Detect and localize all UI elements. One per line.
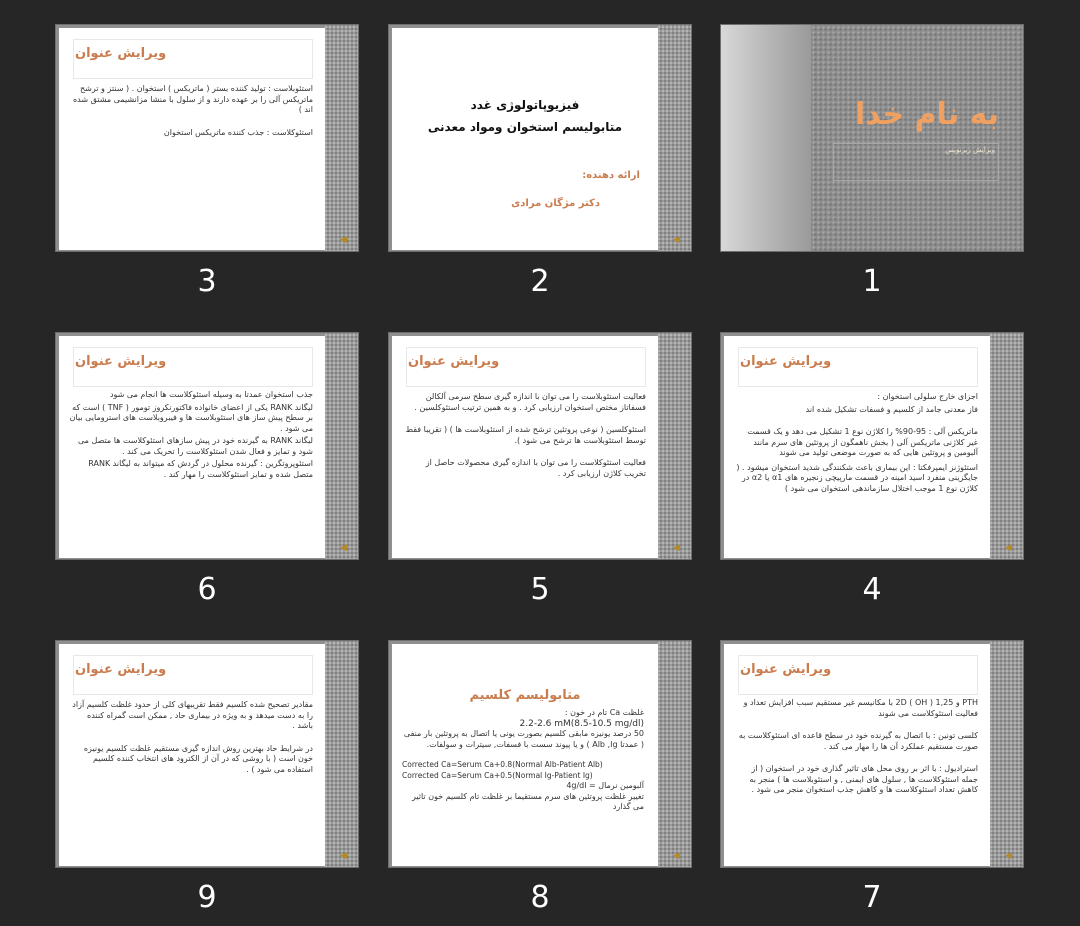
body-line: تغییر غلظت پروتئین های سرم مستقیما بر غلظت تام کلسیم خون تاثیر می گذارد (411, 791, 644, 811)
slide-thumbnail-9[interactable] (55, 640, 359, 868)
slide-title: به نام خدا (854, 97, 999, 132)
bullet-text: PTH و 1,25 ( OH ) 2D با مکانیسم غیر مستقیم سبب افزایش تعداد و فعالیت استئوکلاست می شوند (743, 698, 978, 718)
body-line: غلظت Ca تام در خون : (564, 708, 644, 717)
slide-body (734, 698, 978, 804)
body-line: 2.2-2.6 mM(8.5-10.5 mg/dl) (519, 718, 644, 729)
slide-number: 5 (530, 572, 550, 607)
slide-border-pattern (657, 25, 691, 251)
bullet-text: استئوپروتگرین : گیرنده محلول در گردش که میتواند به لیگاند RANK متصل شده و تمایز استئوکلاست را مهار کند . (88, 459, 313, 479)
bullet-text: استئوکلاست : جذب کننده ماتریکس استخوان (163, 127, 313, 137)
speaker-icon: ◀ (1005, 543, 1012, 553)
speaker-icon: ◀ (673, 851, 680, 861)
slide-thumbnail-7[interactable] (720, 640, 1024, 868)
bullet-text: استئوژنز ایمپرفکتا : این بیماری باعث شکنندگی شدید استخوان میشود . ( جایگزینی منفرد اسید امینه در قسمت مارپیچی زنجیره های α1 یا α2 در کلاژن نوع 1 موجب اختلال سازماندهی استخوان می شود ) (736, 462, 978, 493)
bullet-text: ماتریکس آلی : 95-90% را کلاژن نوع 1 تشکیل می دهد و یک قسمت غیر کلاژنی ماتریکس آلی ( بخش ناهمگون از پروتئین های سرم مانند آلبومین و پروتئین هایی که به صورت موضعی تولید می شوند (747, 427, 978, 457)
bullet-text: فعالیت استئوبلاست را می توان با اندازه گیری سطح سرمی آلکالن فسفاتاز مختص استخوان ارزیابی کرد . و به همین ترتیب استئوکلسین . (414, 392, 646, 412)
slide-title: ویرایش عنوان (75, 354, 167, 369)
slide-page (724, 336, 990, 558)
slide-number: 3 (197, 264, 217, 299)
bullet-text: لیگاند RANK یکی از اعضای خانواده فاکتورنکروز تومور ( TNF ) است که بر سطح پیش ساز های استئوبلاست ها و فیبروبلاست های استرومایی بیان می شود . (69, 402, 313, 433)
slide-subtitle: ویرایش زیرنویس (945, 146, 995, 154)
slide-body (402, 392, 646, 487)
slide-thumbnail-3[interactable] (55, 24, 359, 252)
presenter-label: ارائه دهنده: (582, 170, 640, 181)
speaker-icon: ◀ (340, 543, 347, 553)
slide-body (69, 84, 313, 146)
speaker-icon: ◀ (340, 235, 347, 245)
bullet-text: استئوبلاست : تولید کننده بستر ( ماتریکس ) استخوان . ( سنتز و ترشح ماتریکس آلی را بر عهده دارند و از سلول با منشا مزانشیمی مشتق شده اند ) (72, 84, 313, 114)
slide-number: 1 (862, 264, 882, 299)
body-line: 50 درصد یونیزه مابقی کلسیم بصورت یونی یا اتصال به پروتئین بار منفی ( عمدتا Alb ,Ig ) و یا پیوند سست با فسفات, سیترات و سولفات. (403, 729, 644, 749)
slide-page (724, 644, 990, 866)
slide-page (392, 28, 658, 250)
slide-border-pattern (324, 333, 358, 559)
slide-title: ویرایش عنوان (75, 46, 167, 61)
slide-body (69, 390, 313, 488)
slide-thumbnail-5[interactable] (388, 332, 692, 560)
slide-page (59, 336, 325, 558)
slide-border-pattern (657, 333, 691, 559)
bullet-text: جذب استخوان عمدتا به وسیله استئوکلاست ها انجام می شود (109, 390, 313, 399)
speaker-icon: ◀ (340, 851, 347, 861)
bullet-text: مقادیر تصحیح شده کلسیم فقط تقریبهای کلی از حدود غلظت کلسیم آزاد را به دست میدهد و به ویژه در بیماری حاد , ممکن است گمراه کننده باشد . (72, 700, 313, 730)
slide-background-pattern (811, 25, 1023, 251)
slide-thumbnail-4[interactable] (720, 332, 1024, 560)
bullet-text: لیگاند RANK به گیرنده خود در پیش سازهای استئوکلاست ها متصل می شود و تمایز و فعال شدن استئوکلاست را تحریک می کند . (78, 436, 313, 456)
bullet-text: استرادیول : با اثر بر روی محل های تاثیر گذاری خود در استخوان ( از جمله استئوکلاست ها , سلول های ایمنی , و استئوبلاست ها ) منجر به کاهش تعداد استئوکلاست ها و کاهش جذب استخوان منجر می شود . (749, 764, 978, 794)
body-line: آلبومین نرمال = 4g/dl (566, 781, 644, 790)
slide-page (59, 644, 325, 866)
slide-border-pattern (657, 641, 691, 867)
slide-border-pattern (324, 25, 358, 251)
slide-title-line-1: فیزیوپاتولوژی غدد (470, 98, 580, 112)
speaker-icon: ◀ (1005, 851, 1012, 861)
slide-border-pattern (989, 333, 1023, 559)
slide-body (69, 700, 313, 783)
bullet-text: فعالیت استئوکلاست را می توان با اندازه گیری محصولات حاصل از تخریب کلاژن ارزیابی کرد . (425, 458, 646, 478)
slide-page (392, 336, 658, 558)
slide-title: ویرایش عنوان (740, 354, 832, 369)
slide-title: ویرایش عنوان (75, 662, 167, 677)
bullet-text: فاز معدنی جامد از کلسیم و فسفات تشکیل شده اند (805, 404, 978, 414)
slide-thumbnail-6[interactable] (55, 332, 359, 560)
slide-title: ویرایش عنوان (408, 354, 500, 369)
slide-body (734, 392, 978, 502)
body-line: Corrected Ca=Serum Ca+0.5(Normal Ig-Patient Ig) (402, 770, 593, 780)
bullet-text: در شرایط حاد بهترین روش اندازه گیری مستقیم غلظت کلسیم یونیزه خون است ( با روشی که در آن از الکترود های انتخاب کننده کلسیم استفاده می شود ) . (83, 743, 313, 774)
body-line: Corrected Ca=Serum Ca+0.8(Normal Alb-Patient Alb) (402, 760, 603, 769)
slide-number: 9 (197, 880, 217, 915)
slide-title: متابولیسم کلسیم (469, 688, 581, 703)
slide-thumbnail-8[interactable] (388, 640, 692, 868)
bullet-text: اجزای خارج سلولی استخوان : (877, 392, 978, 401)
bullet-text: استئوکلسین ( نوعی پروتئین ترشح شده از استئوبلاست ها ) ( تقریبا فقط توسط استئوبلاست ها ترشح می شود ). (405, 425, 646, 445)
slide-number: 8 (530, 880, 550, 915)
slide-page (392, 644, 658, 866)
bullet-text: کلسی تونین : با اتصال به گیرنده خود در سطح قاعده ای استئوکلاست به صورت مستقیم عملکرد آن ها را مهار می کند . (738, 731, 978, 751)
speaker-icon: ◀ (673, 235, 680, 245)
slide-number: 2 (530, 264, 550, 299)
slide-border-pattern (989, 641, 1023, 867)
slide-border-pattern (324, 641, 358, 867)
slide-thumbnail-1[interactable] (720, 24, 1024, 252)
slide-number: 4 (862, 572, 882, 607)
slide-background-gradient (721, 25, 811, 251)
slide-title: ویرایش عنوان (740, 662, 832, 677)
slide-number: 7 (862, 880, 882, 915)
slide-page (59, 28, 325, 250)
presenter-name: دکتر مژگان مرادی (511, 198, 600, 209)
slide-thumbnail-2[interactable] (388, 24, 692, 252)
speaker-icon: ◀ (673, 543, 680, 553)
slide-body (402, 708, 644, 813)
slide-title-line-2: متابولیسم استخوان ومواد معدنی (427, 120, 623, 134)
slide-number: 6 (197, 572, 217, 607)
